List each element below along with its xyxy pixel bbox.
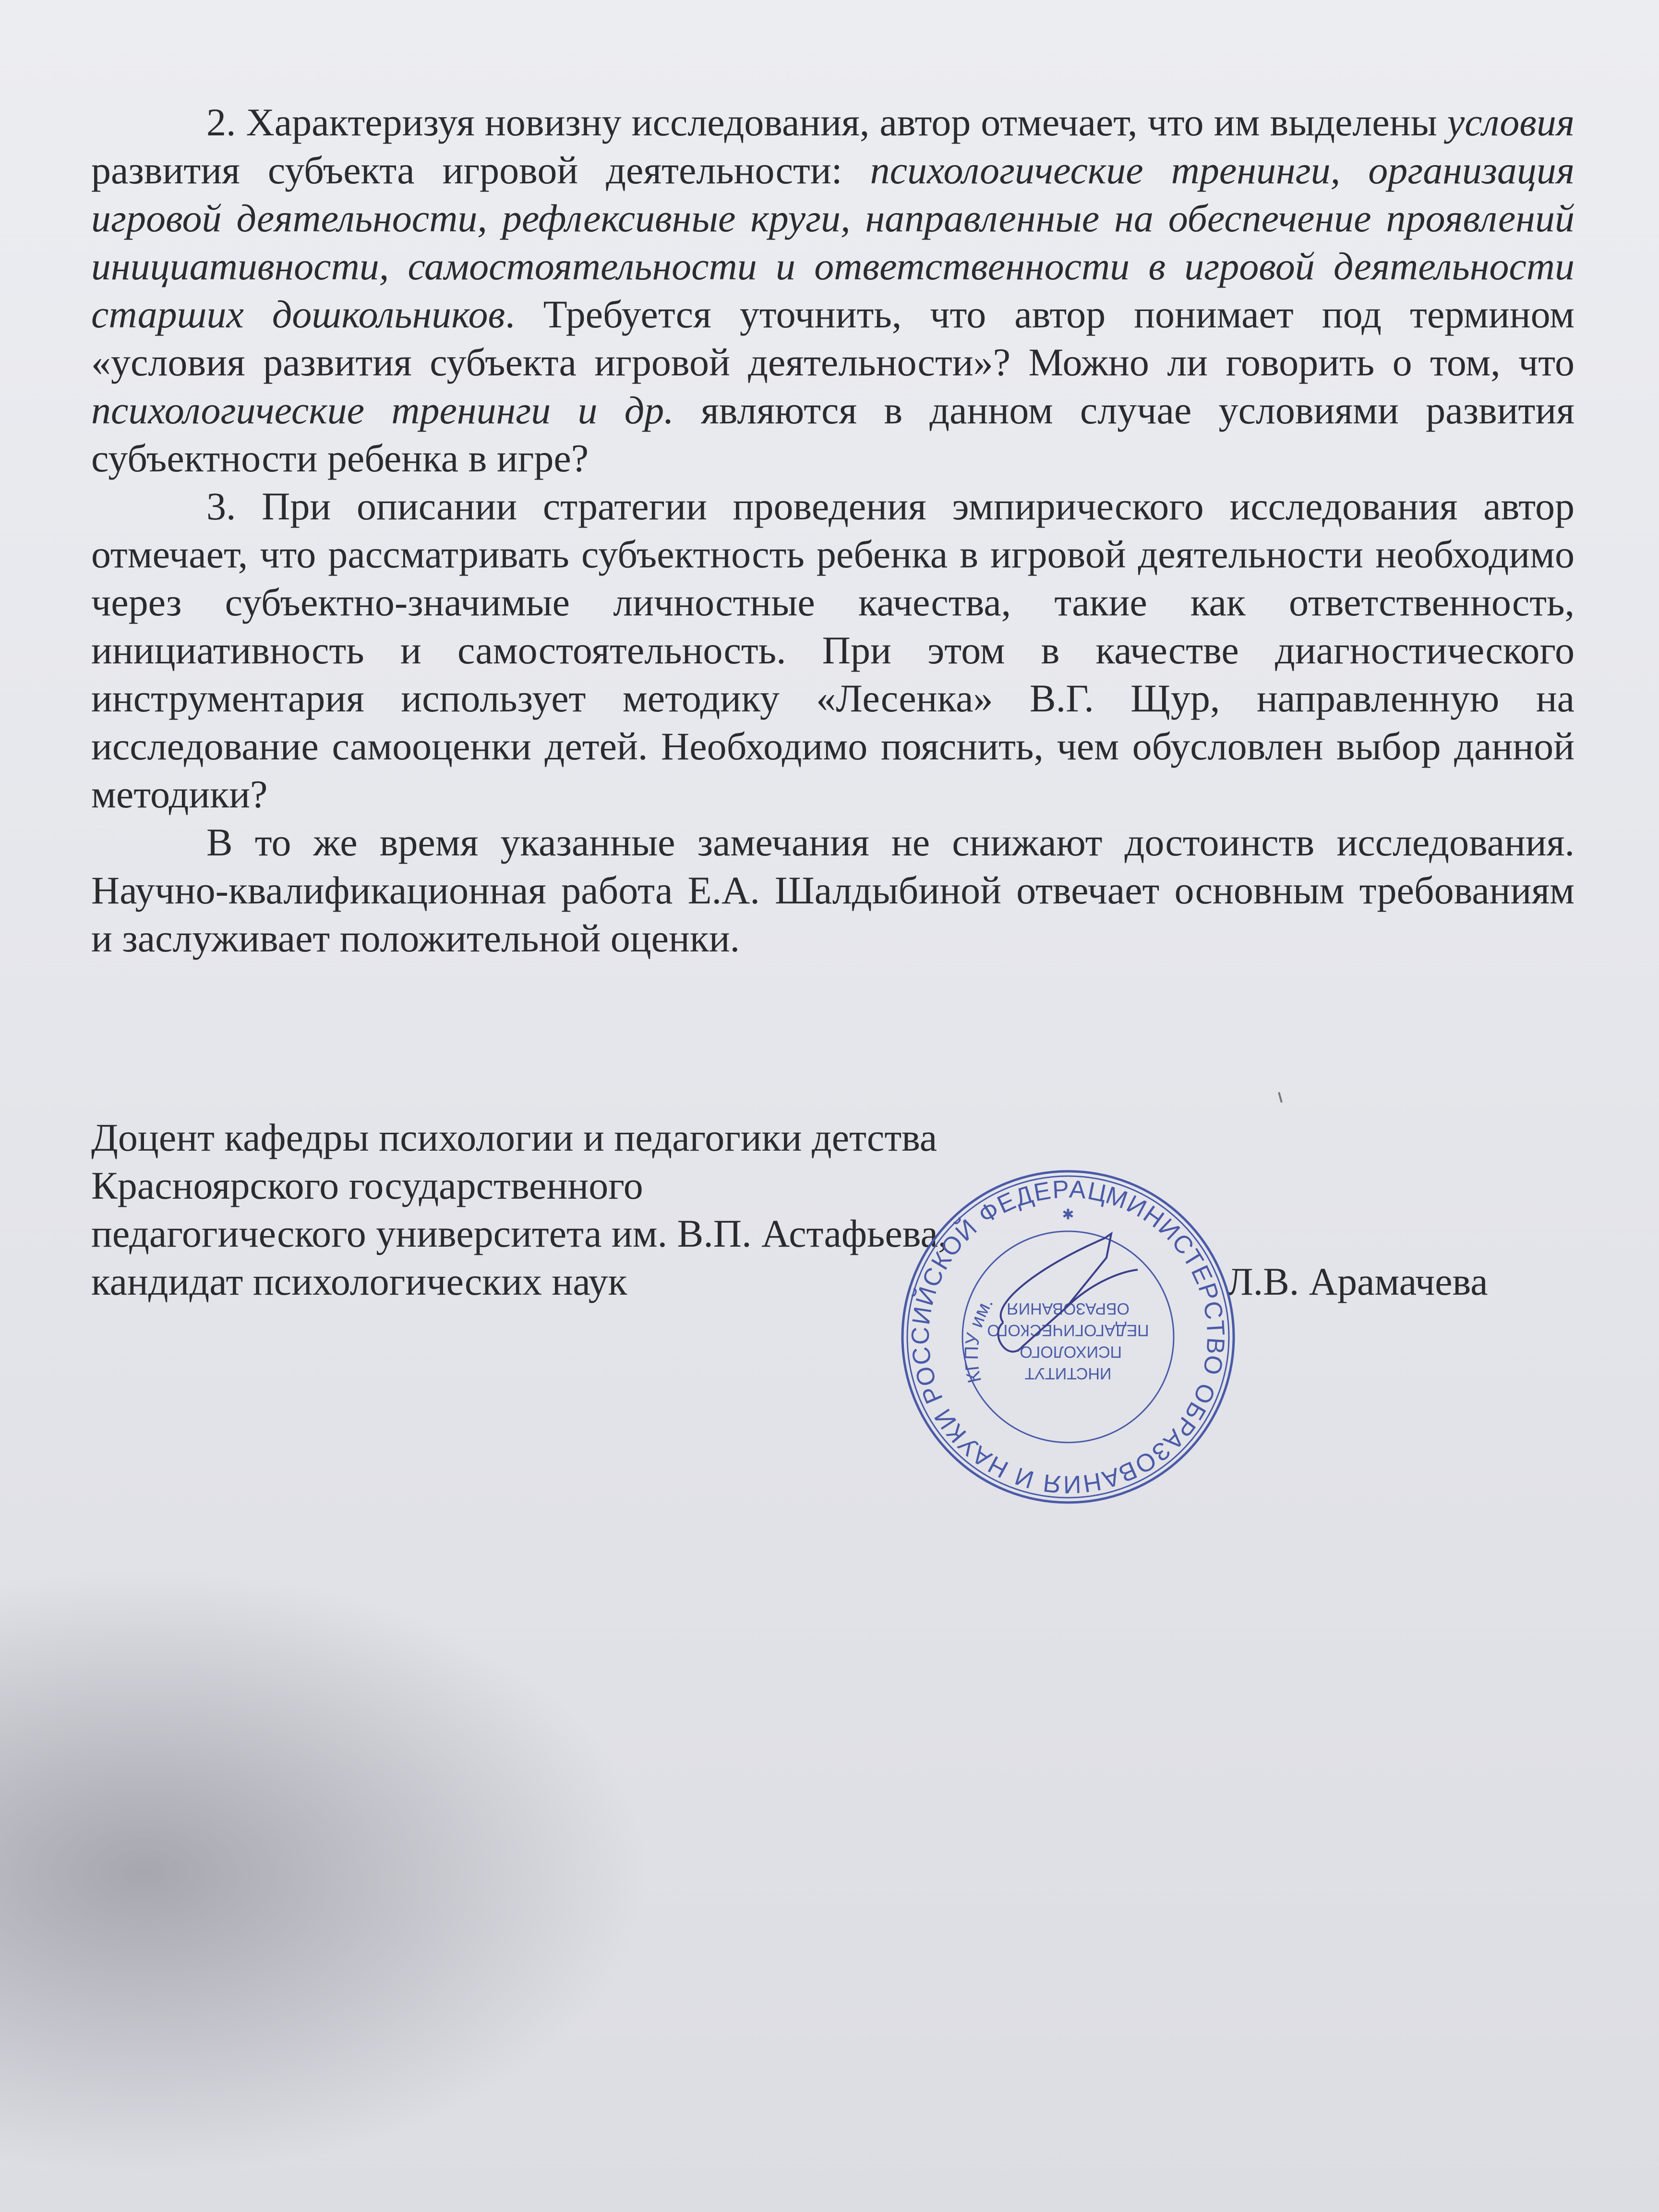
italic-text: психологические тренинги, организация игровой деятельности, рефлексивные круги, направленные на обеспечение проявлений инициативности, самостоятельности и ответственности в игровой деятельности старших дошкольников	[91, 148, 1575, 336]
paper-speck	[1278, 1092, 1283, 1103]
stamp-center-line-3: ПЕДАГОГИЧЕСКОГО	[987, 1321, 1149, 1339]
text: развития субъекта игровой деятельности:	[91, 148, 870, 192]
signatory-name: Л.В. Арамачева	[1226, 1260, 1488, 1303]
text: В то же время указанные замечания не снижают достоинств исследования. Научно-квалификационная работа Е.А. Шалдыбиной отвечает основным требованиям и заслуживает положительной оценки.	[91, 820, 1575, 960]
stamp-center-line-1: ИНСТИТУТ	[1024, 1364, 1112, 1382]
signature-line-university-cont: педагогического университета им. В.П. Астафьева,	[91, 1212, 948, 1255]
stamp-center-line-2: ПСИХОЛОГО-	[1014, 1343, 1122, 1361]
stamp-star-icon: ✱	[1062, 1207, 1074, 1223]
signature-block	[91, 1114, 948, 1306]
text: 3. При описании стратегии проведения эмпирического исследования автор отмечает, что рассматривать субъектность ребенка в игровой деятельности необходимо через субъектно-значимые личностные качества, такие как ответственность, инициативность и самостоятельность. При этом в качестве диагностического инструментария использует методику «Лесенка» В.Г. Щур, направленную на исследование самооценки детей. Необходимо пояснить, чем обусловлен выбор данной методики?	[91, 484, 1575, 816]
signature-line-degree: кандидат психологических наук	[91, 1260, 627, 1303]
text: являются в данном случае условиями развития субъектности ребенка в игре?	[91, 388, 1575, 480]
text: 2. Характеризуя новизну исследования, автор отмечает, что им выделены	[206, 100, 1447, 144]
official-stamp	[893, 1162, 1243, 1512]
text: . Требуется уточнить, что автор понимает под термином «условия развития субъекта игровой деятельности»? Можно ли говорить о том, что	[91, 292, 1575, 384]
stamp-outer-text: МИНИСТЕРСТВО ОБРАЗОВАНИЯ И НАУКИ РОССИЙСКОЙ ФЕДЕРАЦИИ	[906, 1175, 1230, 1499]
signature-line-university: Красноярского государственного	[91, 1164, 643, 1207]
paragraph-1	[91, 98, 1575, 482]
document-body	[91, 98, 1575, 962]
italic-text: условия	[1447, 100, 1575, 144]
paragraph-3	[91, 818, 1575, 962]
signature-line-position: Доцент кафедры психологии и педагогики детства	[91, 1116, 938, 1159]
stamp-center-line-4: ОБРАЗОВАНИЯ	[1007, 1299, 1130, 1318]
paragraph-2	[91, 482, 1575, 818]
stamp-ring-text: КГПУ им.	[961, 1293, 998, 1385]
italic-text: психологические тренинги и др.	[91, 388, 674, 432]
